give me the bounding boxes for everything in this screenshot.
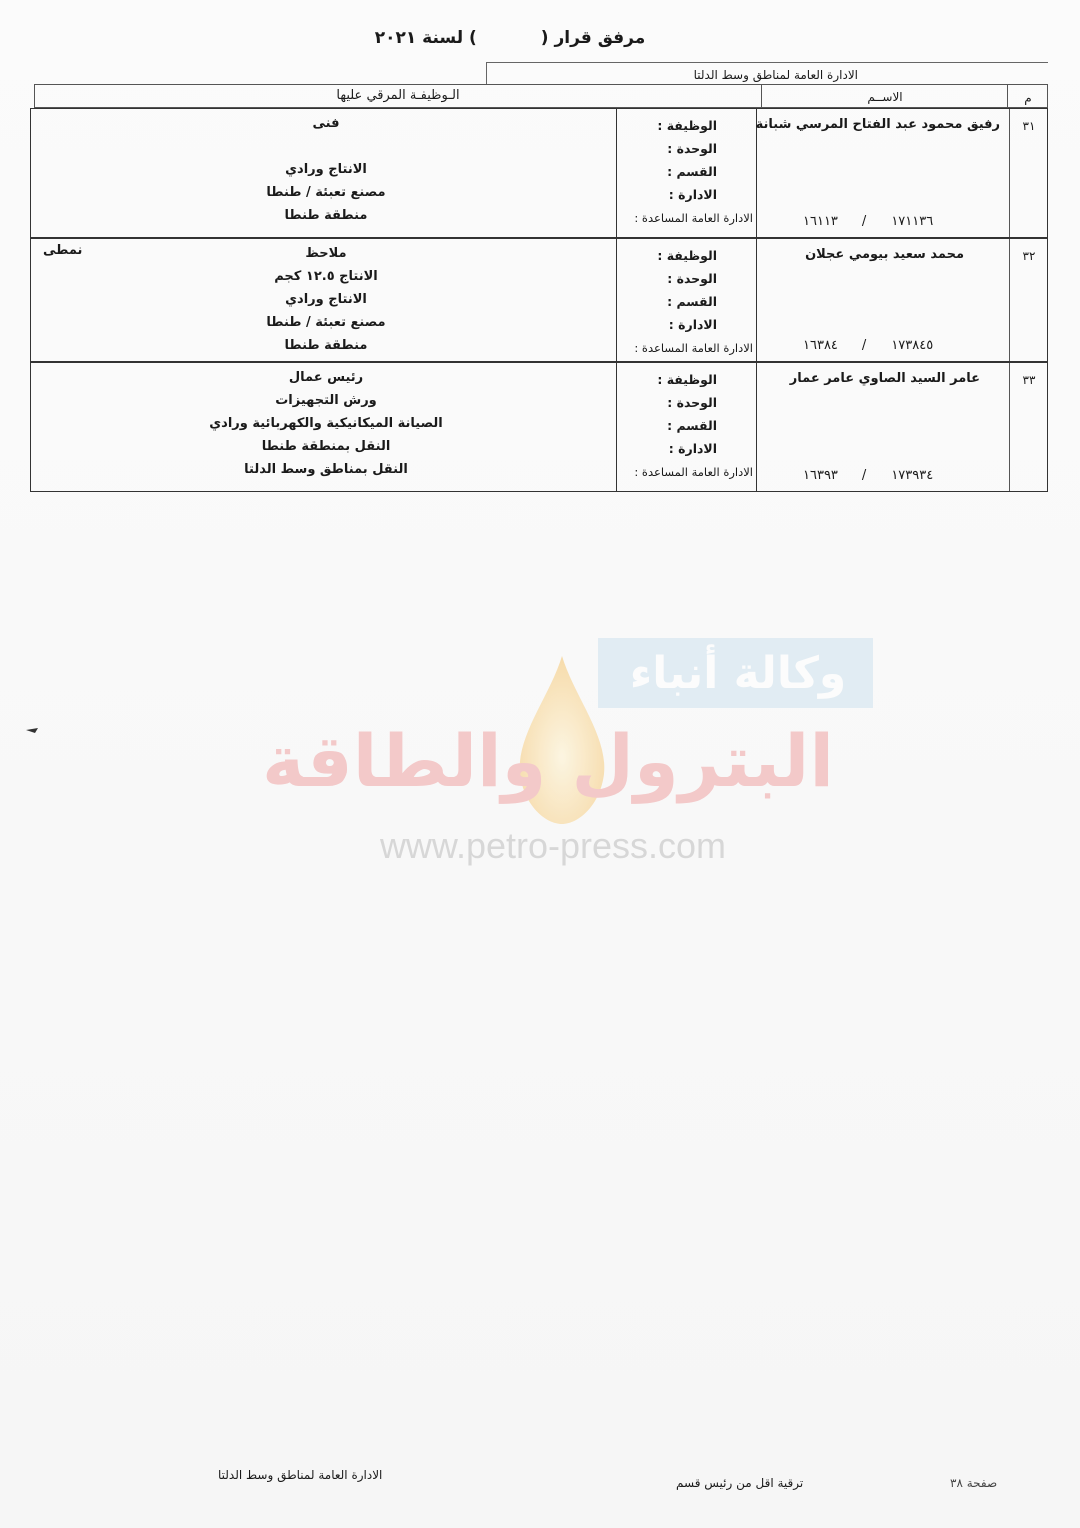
new-job-cell <box>31 109 616 237</box>
employee-id-a: ١٦٣٨٤ <box>803 338 838 353</box>
employee-name: محمد سعيد بيومي عجلان <box>805 247 964 262</box>
title-suffix: ) لسنة ٢٠٢١ <box>374 28 477 48</box>
label-job: الوظيفة : <box>657 118 717 133</box>
new-job-line: منطقة طنطا <box>284 208 368 223</box>
new-job-line: رئيس عمال <box>288 370 364 385</box>
employee-id-a: ١٦٣٩٣ <box>803 468 838 483</box>
current-job-labels <box>616 239 757 361</box>
label-administration: الادارة : <box>668 317 717 332</box>
name-cell <box>756 239 1010 361</box>
watermark-agency: وكالة أنباء <box>629 648 847 699</box>
number-cell <box>1009 239 1048 361</box>
header-number: م <box>1007 85 1048 107</box>
label-assistant-admin: الادارة العامة المساعدة : <box>634 211 753 225</box>
row-number: ٣١ <box>1022 119 1036 133</box>
header-new-job: الـوظيفـة المرقي عليها <box>336 88 460 103</box>
new-job-cell <box>31 363 616 491</box>
watermark-url: www.petro-press.com <box>379 825 727 866</box>
employee-name: عامر السيد الصاوي عامر عمار <box>789 371 980 386</box>
label-job: الوظيفة : <box>657 248 717 263</box>
new-job-line: منطقة طنطا <box>284 338 368 353</box>
table-row <box>30 238 1048 362</box>
label-section: القسم : <box>667 418 717 433</box>
watermark-brand: البترول والطاقة <box>261 719 835 803</box>
label-unit: الوحدة : <box>667 271 717 286</box>
table-row <box>30 108 1048 238</box>
header-name: الاســم <box>761 85 1008 107</box>
new-job-line: الانتاج ١٢.٥ كجم <box>274 269 378 284</box>
current-job-labels <box>616 363 757 491</box>
label-section: القسم : <box>667 294 717 309</box>
new-job-line: النقل بمنطقة طنطا <box>261 439 391 454</box>
id-separator: / <box>861 214 868 229</box>
new-job-line: فنى <box>312 116 340 131</box>
employee-id-b: ١٧٣٩٣٤ <box>891 468 934 483</box>
row-number: ٣٣ <box>1022 373 1036 387</box>
employee-id-b: ١٧١١٣٦ <box>891 214 934 229</box>
id-separator: / <box>861 338 868 353</box>
row-note: نمطى <box>43 243 83 258</box>
table-header <box>34 84 1048 108</box>
footer-description: ترقية اقل من رئيس قسم <box>676 1476 804 1490</box>
employee-ids <box>803 468 933 483</box>
label-job: الوظيفة : <box>657 372 717 387</box>
footer-page-number: صفحة ٣٨ <box>950 1476 998 1490</box>
name-cell <box>756 363 1010 491</box>
new-job-line: ورش التجهيزات <box>275 393 377 408</box>
new-job-cell <box>31 239 616 361</box>
new-job-line: ملاحظ <box>305 246 347 261</box>
scan-mark-icon <box>26 728 38 733</box>
employee-id-b: ١٧٣٨٤٥ <box>891 338 934 353</box>
employee-ids <box>803 214 933 229</box>
document-title <box>360 28 660 48</box>
new-job-line: الانتاج ورادي <box>285 162 367 177</box>
id-separator: / <box>861 468 868 483</box>
number-cell <box>1009 363 1048 491</box>
number-cell <box>1009 109 1048 237</box>
row-number: ٣٢ <box>1022 249 1036 263</box>
new-job-line: مصنع تعبئة / طنطا <box>266 315 386 330</box>
new-job-line: مصنع تعبئة / طنطا <box>266 185 386 200</box>
watermark-logo <box>228 636 878 876</box>
new-job-line: الانتاج ورادي <box>285 292 367 307</box>
label-administration: الادارة : <box>668 187 717 202</box>
current-job-labels <box>616 109 757 237</box>
label-administration: الادارة : <box>668 441 717 456</box>
table-row <box>30 362 1048 492</box>
name-cell <box>756 109 1010 237</box>
label-unit: الوحدة : <box>667 395 717 410</box>
new-job-line: النقل بمناطق وسط الدلتا <box>244 462 408 477</box>
employee-ids <box>803 338 933 353</box>
footer-department: الادارة العامة لمناطق وسط الدلتا <box>218 1468 383 1482</box>
employee-id-a: ١٦١١٣ <box>803 214 838 229</box>
label-assistant-admin: الادارة العامة المساعدة : <box>634 341 753 355</box>
label-section: القسم : <box>667 164 717 179</box>
employee-name: رفيق محمود عبد الفتاح المرسي شبانة <box>755 117 1000 132</box>
label-unit: الوحدة : <box>667 141 717 156</box>
label-assistant-admin: الادارة العامة المساعدة : <box>634 465 753 479</box>
new-job-line: الصيانة الميكانيكية والكهربائية ورادي <box>209 416 443 431</box>
department-header: الادارة العامة لمناطق وسط الدلتا <box>486 62 1048 84</box>
new-job-line <box>161 136 491 159</box>
title-prefix: مرفق قرار ( <box>540 28 646 48</box>
